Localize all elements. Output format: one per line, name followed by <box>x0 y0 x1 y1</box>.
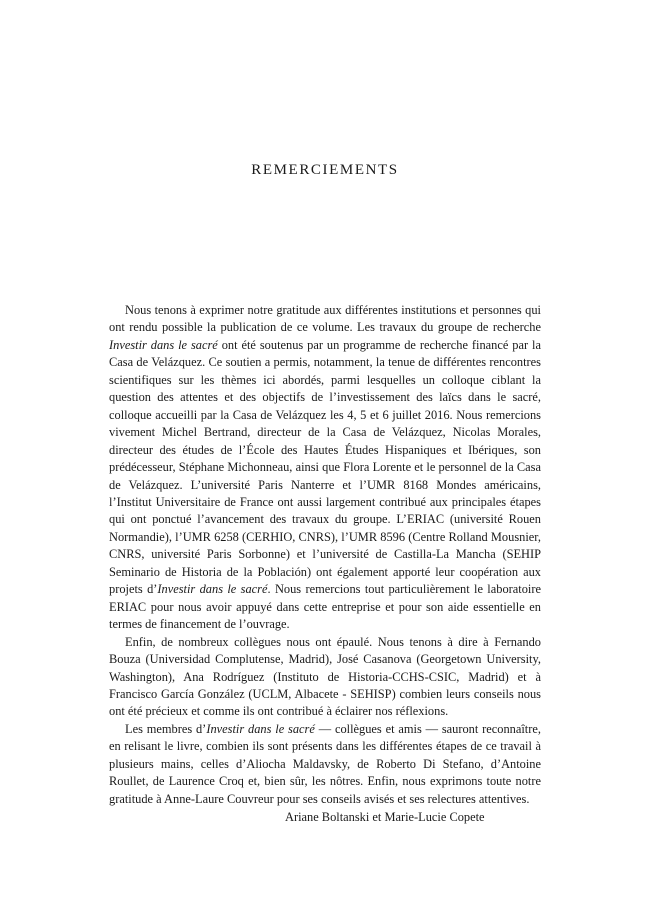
paragraph <box>109 634 541 721</box>
text-run: — collègues et amis — sauront reconnaître, en relisant le livre, combien ils sont présents dans les différentes étapes de ce travail à plusieurs mains, celles d’Aliocha Maldavsky, de Roberto Di Stefano, d’Antoine Roullet, de Laurence Croq et, bien sûr, les nôtres. Enfin, nous exprimons toute notre gratitude à Anne-Laure Couvreur pour ses conseils avisés et ses relectures attentives. <box>109 721 541 806</box>
text-run: Nous tenons à exprimer notre gratitude aux différentes institutions et personnes qui ont rendu possible la publication de ce volume. Les travaux du groupe de recherche <box>109 303 541 335</box>
text-run: ont été soutenus par un programme de recherche financé par la Casa de Velázquez. Ce soutien a permis, notamment, la tenue de différentes rencontres scientifiques sur les thèmes ici abordés, parmi lesquelles un colloque ciblant la question des attentes et des objectifs de l’investissement des laïcs dans le sacré, colloque accueilli par la Casa de Velázquez les 4, 5 et 6 juillet 2016. Nous remercions vivement Michel Bertrand, directeur de la Casa de Velázquez, Nicolas Morales, directeur des études de l’École des Hautes Études Hispaniques et Ibériques, son prédécesseur, Stéphane Michonneau, ainsi que Flora Lorente et le personnel de la Casa de Velázquez. L’université Paris Nanterre et l’UMR 8168 Mondes américains, l’Institut Universitaire de France ont aussi largement contribué aux principales étapes qui ont ponctué l’avancement des travaux du groupe. L’ERIAC (université Rouen Normandie), l’UMR 6258 (CERHIO, CNRS), l’UMR 8596 (Centre Rolland Mousnier, CNRS, université Paris Sorbonne) et l’université de Castilla-La Mancha (SEHIP Seminario de Historia de la Población) ont également apporté leur coopération aux projets d’ <box>109 337 541 597</box>
italic-title: Investir dans le sacré <box>109 337 218 352</box>
text-run: Enfin, de nombreux collègues nous ont épaulé. Nous tenons à dire à Fernando Bouza (Universidad Complutense, Madrid), José Casanova (Georgetown University, Washington), Ana Rodríguez (Instituto de Historia-CCHS-CSIC, Madrid) et à Francisco García González (UCLM, Albacete - SEHISP) combien leurs conseils nous ont été précieux et comme ils ont contribué à éclairer nos réflexions. <box>109 634 541 719</box>
text-run: Les membres d’ <box>125 721 207 736</box>
signature: Ariane Boltanski et Marie-Lucie Copete <box>285 810 485 824</box>
text-run: . Nous remercions tout particulièrement le laboratoire ERIAC pour nous avoir appuyé dans cette entreprise et pour son aide essentielle en termes de financement de l’ouvrage. <box>109 582 541 632</box>
page-title: REMERCIEMENTS <box>251 162 399 178</box>
paragraph <box>109 302 541 634</box>
italic-title: Investir dans le sacré <box>206 721 315 736</box>
italic-title: Investir dans le sacré <box>157 582 268 597</box>
acknowledgements-body <box>109 302 541 808</box>
paragraph <box>109 721 541 808</box>
